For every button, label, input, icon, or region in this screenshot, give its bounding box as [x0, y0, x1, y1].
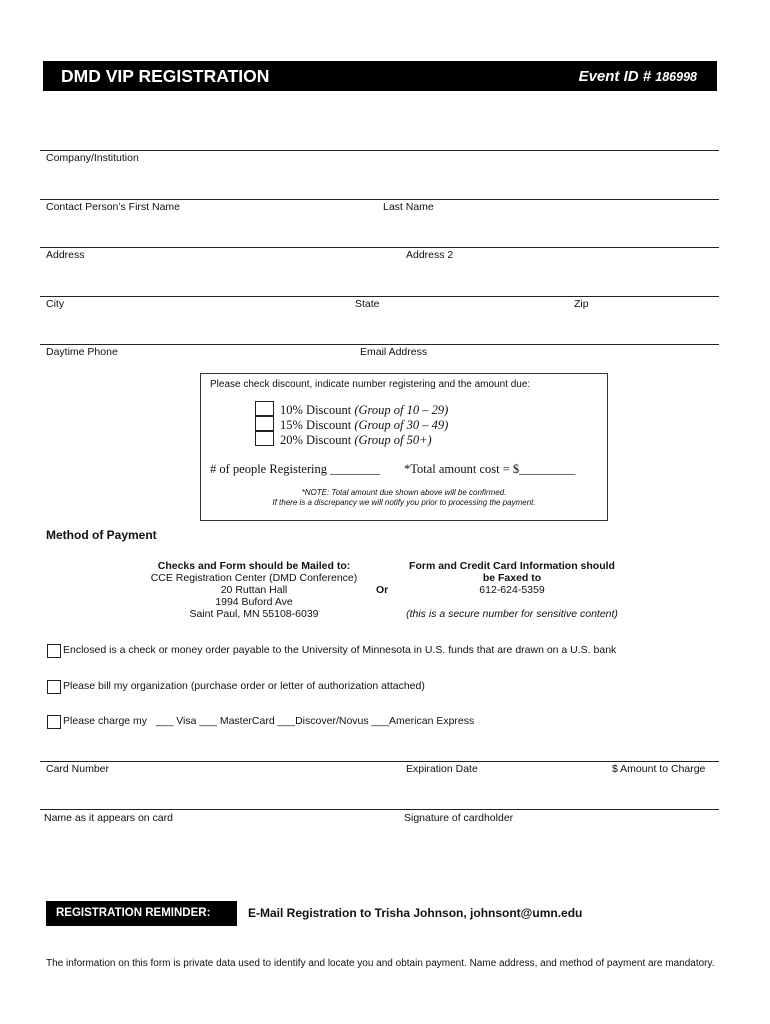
fax-heading-2: be Faxed to: [482, 572, 542, 584]
cardholder-name-field[interactable]: Name as it appears on card: [44, 812, 173, 824]
discount-instructions: Please check discount, indicate number registering and the amount due:: [210, 379, 531, 390]
city-field[interactable]: City: [46, 298, 65, 310]
note-line-2: If there is a discrepancy we will notify you prior to processing the payment.: [272, 498, 536, 507]
form-title: DMD VIP REGISTRATION: [61, 66, 270, 86]
fax-note: (this is a secure number for sensitive content): [406, 608, 618, 620]
fax-number: 612-624-5359: [479, 584, 545, 596]
name-line: [40, 199, 719, 200]
charge-card-label: Please charge my ___ Visa ___ MasterCard ___Discover/Novus ___American Express: [63, 715, 475, 727]
first-name-field[interactable]: Contact Person’s First Name: [46, 201, 181, 213]
fax-heading-1: Form and Credit Card Information should: [409, 560, 615, 572]
state-field[interactable]: State: [355, 298, 380, 310]
email-field[interactable]: Email Address: [360, 346, 428, 358]
event-id-number: 186998: [655, 70, 697, 84]
mail-line-1: CCE Registration Center (DMD Conference): [150, 572, 358, 584]
event-id-label: Event ID #: [578, 68, 652, 85]
discount-20-option: [280, 433, 432, 448]
amount-to-charge-field[interactable]: $ Amount to Charge: [612, 763, 706, 775]
expiration-date-field[interactable]: Expiration Date: [406, 763, 478, 775]
charge-card-checkbox[interactable]: [47, 715, 61, 729]
mail-line-4: Saint Paul, MN 55108-6039: [189, 608, 319, 620]
discount-15-label: 15% Discount: [280, 418, 352, 432]
address2-field[interactable]: Address 2: [406, 249, 454, 261]
discount-10-group: (Group of 10 – 29): [354, 403, 449, 417]
or-separator: Or: [376, 584, 389, 596]
zip-field[interactable]: Zip: [574, 298, 589, 310]
check-payment-checkbox[interactable]: [47, 644, 61, 658]
reminder-badge-label: REGISTRATION REMINDER:: [56, 907, 211, 919]
card-number-field[interactable]: Card Number: [46, 763, 110, 775]
discount-20-checkbox[interactable]: [255, 431, 274, 446]
company-field[interactable]: Company/Institution: [46, 152, 139, 164]
check-payment-label: Enclosed is a check or money order payable to the University of Minnesota in U.S. funds that are drawn on a U.S. bank: [63, 644, 617, 656]
total-amount-field[interactable]: *Total amount cost = $_________: [404, 462, 576, 476]
mail-heading: Checks and Form should be Mailed to:: [157, 560, 351, 572]
address-field[interactable]: Address: [46, 249, 85, 261]
discount-20-group: (Group of 50+): [354, 433, 432, 447]
card-line: [40, 761, 719, 762]
reminder-email-text: E-Mail Registration to Trisha Johnson, johnsont@umn.edu: [248, 906, 583, 920]
people-registering-field[interactable]: # of people Registering ________: [210, 462, 381, 476]
header-banner: [43, 61, 717, 91]
mail-line-3: 1994 Buford Ave: [215, 596, 293, 608]
discount-10-checkbox[interactable]: [255, 401, 274, 416]
mail-line-2: 20 Ruttan Hall: [220, 584, 288, 596]
company-line: [40, 150, 719, 151]
bill-organization-checkbox[interactable]: [47, 680, 61, 694]
city-line: [40, 296, 719, 297]
signature-field[interactable]: Signature of cardholder: [404, 812, 514, 824]
payment-heading: Method of Payment: [46, 528, 157, 542]
discount-15-option: [280, 418, 448, 433]
phone-field[interactable]: Daytime Phone: [46, 346, 118, 358]
privacy-footer: The information on this form is private data used to identify and locate you and obtain payment. Name address, and method of payment are mandatory.: [46, 958, 715, 969]
discount-10-option: [280, 403, 448, 418]
note-line-1: *NOTE: Total amount due shown above will be confirmed.: [301, 488, 507, 497]
discount-15-checkbox[interactable]: [255, 416, 274, 431]
bill-organization-label: Please bill my organization (purchase order or letter of authorization attached): [63, 680, 425, 692]
cardholder-line: [40, 809, 719, 810]
discount-20-label: 20% Discount: [280, 433, 352, 447]
address-line: [40, 247, 719, 248]
registration-reminder-badge: [46, 901, 237, 926]
discount-15-group: (Group of 30 – 49): [354, 418, 449, 432]
event-id: [579, 68, 697, 85]
last-name-field[interactable]: Last Name: [383, 201, 434, 213]
phone-line: [40, 344, 719, 345]
discount-10-label: 10% Discount: [280, 403, 352, 417]
